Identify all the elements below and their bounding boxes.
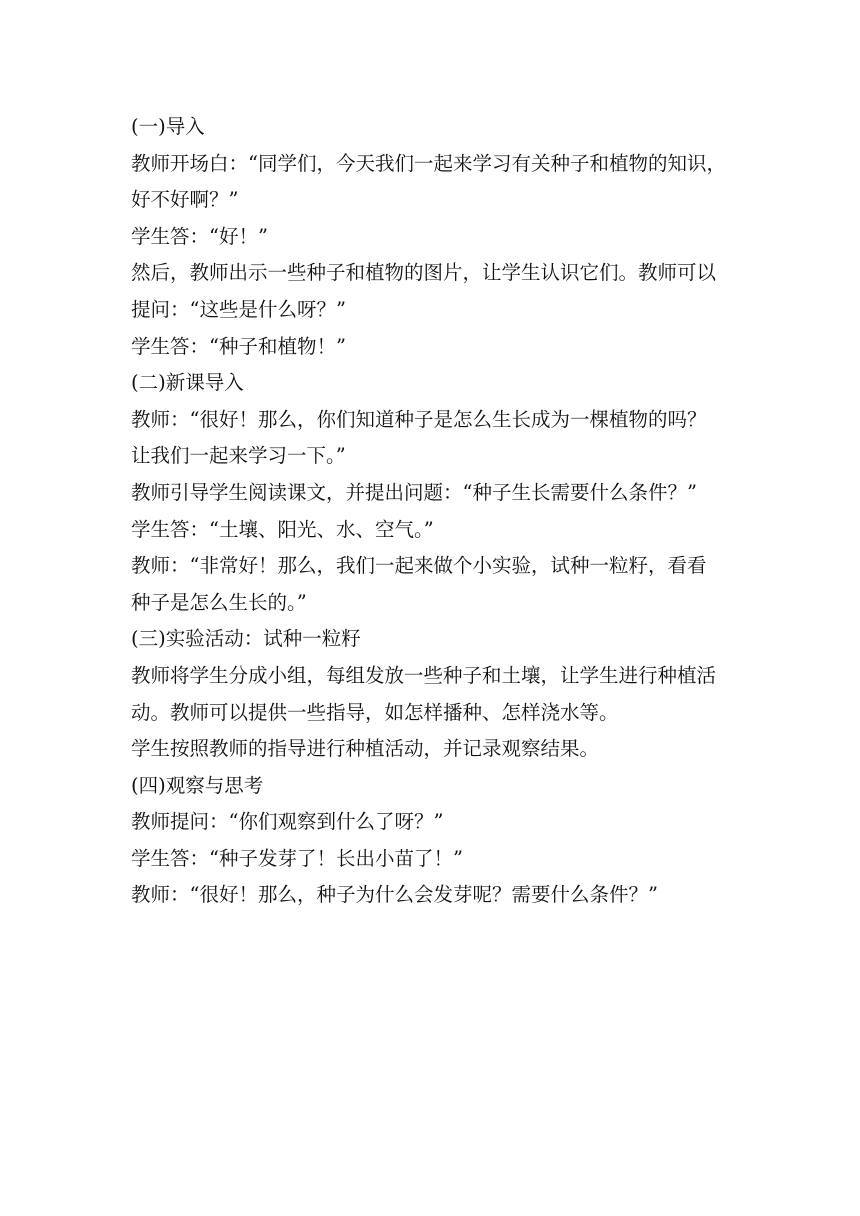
document-body [131,109,741,914]
paragraph-line: 教师开场白：“同学们，今天我们一起来学习有关种子和植物的知识， [131,151,726,175]
paragraph-line: 教师引导学生阅读课文，并提出问题：“种子生长需要什么条件？” [131,480,697,504]
paragraph-line: 让我们一起来学习一下。” [131,444,346,468]
paragraph-line: 学生答：“好！” [131,224,268,248]
paragraph-line: 种子是怎么生长的。” [131,590,307,614]
paragraph-line: 学生答：“土壤、阳光、水、空气。” [131,517,434,541]
paragraph-line: 动。教师可以提供一些指导，如怎样播种、怎样浇水等。 [131,700,619,724]
paragraph-line: 好不好啊？” [131,188,239,212]
section-heading-intro: (一)导入 [131,115,205,138]
section-heading-new-lesson: (二)新课导入 [131,371,244,395]
paragraph-line: 教师：“很好！那么，你们知道种子是怎么生长成为一棵植物的吗？ [131,407,707,431]
paragraph-line: 教师提问：“你们观察到什么了呀？” [131,810,444,834]
paragraph-line: 教师：“很好！那么，种子为什么会发芽呢？需要什么条件？” [131,883,658,907]
section-heading-observation: (四)观察与思考 [131,773,264,797]
paragraph-line: 学生答：“种子和植物！” [131,334,346,358]
paragraph-line: 然后，教师出示一些种子和植物的图片，让学生认识它们。教师可以 [131,261,717,285]
paragraph-line: 教师：“非常好！那么，我们一起来做个小实验，试种一粒籽，看看 [131,554,707,578]
paragraph-line: 学生按照教师的指导进行种植活动，并记录观察结果。 [131,737,600,761]
paragraph-line: 教师将学生分成小组，每组发放一些种子和土壤，让学生进行种植活 [131,663,717,687]
section-heading-experiment: (三)实验活动：试种一粒籽 [131,627,361,651]
paragraph-line: 学生答：“种子发芽了！长出小苗了！” [131,846,463,870]
paragraph-line: 提问：“这些是什么呀？” [131,297,346,321]
